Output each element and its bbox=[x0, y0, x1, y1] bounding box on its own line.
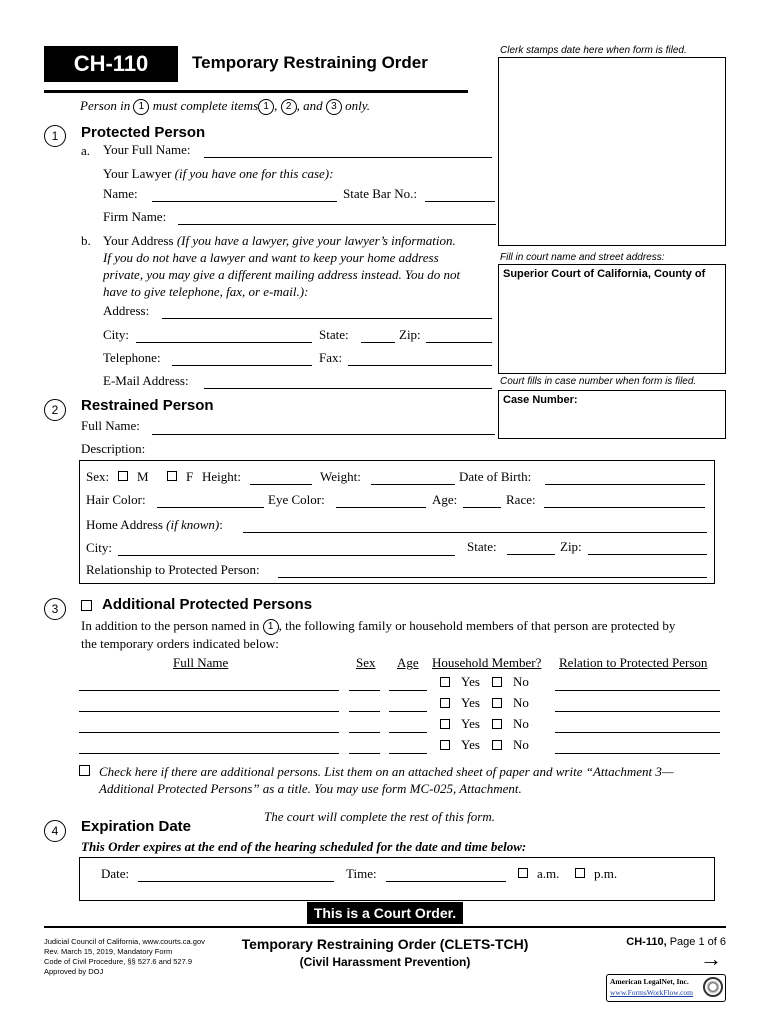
household-yes-checkbox[interactable] bbox=[440, 719, 450, 729]
intro-post: , the following family or household members of that person are protected by bbox=[278, 618, 676, 633]
form-id-badge: CH-110 bbox=[44, 46, 178, 82]
restrained-city-field[interactable] bbox=[118, 555, 455, 556]
address-label: Address: bbox=[103, 303, 150, 318]
publisher-url[interactable]: www.FormsWorkFlow.com bbox=[610, 988, 694, 997]
home-address-field[interactable] bbox=[243, 532, 707, 533]
height-label: Height: bbox=[202, 469, 241, 484]
footer-page-number: Page 1 of 6 bbox=[669, 936, 726, 948]
address-note-1: (If you have a lawyer, give your lawyer’s information. bbox=[176, 233, 456, 248]
your-full-name-label: Your Full Name: bbox=[103, 142, 191, 157]
additional-persons-checkbox[interactable] bbox=[81, 600, 92, 611]
weight-field[interactable] bbox=[371, 484, 455, 485]
city-field[interactable] bbox=[136, 342, 312, 343]
court-order-banner: This is a Court Order. bbox=[307, 902, 463, 924]
person-sex-field[interactable] bbox=[349, 732, 380, 733]
household-no-checkbox[interactable] bbox=[492, 719, 502, 729]
age-label: Age: bbox=[432, 492, 458, 507]
court-name-label: Superior Court of California, County of bbox=[503, 268, 706, 280]
household-yes-label: Yes bbox=[461, 737, 480, 752]
person-name-field[interactable] bbox=[79, 753, 339, 754]
household-no-checkbox[interactable] bbox=[492, 677, 502, 687]
description-label: Description: bbox=[81, 441, 146, 456]
household-yes-checkbox[interactable] bbox=[440, 740, 450, 750]
telephone-label: Telephone: bbox=[103, 350, 161, 365]
expiration-date-field[interactable] bbox=[138, 881, 334, 882]
home-address-line bbox=[86, 517, 223, 533]
footer-line-4: Approved by DOJ bbox=[44, 967, 104, 976]
col-relation: Relation to Protected Person bbox=[559, 655, 708, 670]
household-no-checkbox[interactable] bbox=[492, 698, 502, 708]
more-persons-checkbox[interactable] bbox=[79, 765, 90, 776]
sex-m-checkbox[interactable] bbox=[118, 471, 128, 481]
address-field[interactable] bbox=[162, 318, 492, 319]
footer-form-ref: CH-110, bbox=[626, 936, 667, 948]
your-lawyer-note: (if you have one for this case): bbox=[174, 166, 334, 181]
section-1-number: 1 bbox=[44, 125, 66, 147]
instruction-comma: , bbox=[274, 98, 278, 113]
fax-field[interactable] bbox=[348, 365, 492, 366]
state-bar-field[interactable] bbox=[425, 201, 495, 202]
intro-line-2: the temporary orders indicated below: bbox=[81, 636, 279, 652]
col-sex: Sex bbox=[356, 655, 376, 670]
your-lawyer-label: Your Lawyer bbox=[103, 166, 172, 181]
email-field[interactable] bbox=[204, 388, 492, 389]
race-field[interactable] bbox=[544, 507, 705, 508]
firm-name-field[interactable] bbox=[178, 224, 496, 225]
household-no-label: No bbox=[513, 716, 529, 731]
zip-label: Zip: bbox=[399, 327, 421, 342]
lawyer-name-label: Name: bbox=[103, 186, 138, 201]
more-persons-line-1: Check here if there are additional persons. List them on an attached sheet of paper and write “Attachment 3— bbox=[99, 764, 674, 779]
hair-color-label: Hair Color: bbox=[86, 492, 146, 507]
expiration-time-label: Time: bbox=[346, 866, 377, 881]
telephone-field[interactable] bbox=[172, 365, 312, 366]
footer-left bbox=[44, 937, 205, 977]
footer-title: Temporary Restraining Order (CLETS-TCH) bbox=[241, 936, 529, 952]
sex-f-checkbox[interactable] bbox=[167, 471, 177, 481]
person-relation-field[interactable] bbox=[555, 690, 720, 691]
expiration-date-label: Date: bbox=[101, 866, 130, 881]
section-3-title: Additional Protected Persons bbox=[102, 596, 313, 613]
am-checkbox[interactable] bbox=[518, 868, 528, 878]
pm-checkbox[interactable] bbox=[575, 868, 585, 878]
person-age-field[interactable] bbox=[389, 753, 427, 754]
footer-line-2: Rev. March 15, 2019, Mandatory Form bbox=[44, 947, 173, 956]
hair-color-field[interactable] bbox=[157, 507, 264, 508]
court-complete-note: The court will complete the rest of this form. bbox=[264, 809, 495, 824]
state-field[interactable] bbox=[361, 342, 395, 343]
publisher-name: American LegalNet, Inc. bbox=[610, 977, 689, 986]
height-field[interactable] bbox=[250, 484, 312, 485]
instruction-line bbox=[80, 98, 370, 115]
section-2-number: 2 bbox=[44, 399, 66, 421]
person-sex-field[interactable] bbox=[349, 711, 380, 712]
person-name-field[interactable] bbox=[79, 690, 339, 691]
person-age-field[interactable] bbox=[389, 690, 427, 691]
restrained-city-label: City: bbox=[86, 540, 113, 555]
restrained-state-label: State: bbox=[467, 539, 497, 554]
intro-pre: In addition to the person named in bbox=[81, 618, 260, 633]
household-yes-label: Yes bbox=[461, 695, 480, 710]
race-label: Race: bbox=[506, 492, 536, 507]
col-age: Age bbox=[397, 655, 419, 670]
your-address-block bbox=[103, 232, 498, 300]
person-sex-field[interactable] bbox=[349, 690, 380, 691]
sex-m-label: M bbox=[137, 469, 149, 484]
item-circle-2: 2 bbox=[281, 99, 297, 115]
person-relation-field[interactable] bbox=[555, 753, 720, 754]
section-3-intro bbox=[81, 617, 675, 652]
firm-name-label: Firm Name: bbox=[103, 209, 167, 224]
restrained-full-name-field[interactable] bbox=[152, 434, 495, 435]
clerk-stamp-box bbox=[498, 57, 726, 246]
your-address-label: Your Address bbox=[103, 233, 174, 248]
item-circle-3: 3 bbox=[326, 99, 342, 115]
court-fill-note: Fill in court name and street address: bbox=[500, 252, 665, 263]
instruction-end: only. bbox=[345, 98, 371, 113]
case-number-note: Court fills in case number when form is filed. bbox=[500, 376, 697, 387]
dob-field[interactable] bbox=[545, 484, 705, 485]
restrained-zip-field[interactable] bbox=[588, 554, 707, 555]
section-3-number: 3 bbox=[44, 598, 66, 620]
household-no-label: No bbox=[513, 737, 529, 752]
dob-label: Date of Birth: bbox=[459, 469, 532, 484]
city-label: City: bbox=[103, 327, 130, 342]
household-no-label: No bbox=[513, 674, 529, 689]
address-note-4: have to give telephone, fax, or e-mail.): bbox=[103, 284, 309, 299]
section-4-title: Expiration Date bbox=[81, 818, 192, 835]
household-yes-label: Yes bbox=[461, 716, 480, 731]
case-number-label: Case Number: bbox=[503, 394, 578, 406]
home-address-colon: : bbox=[219, 517, 223, 532]
item-circle-1: 1 bbox=[133, 99, 149, 115]
pm-label: p.m. bbox=[594, 866, 618, 881]
person-age-field[interactable] bbox=[389, 732, 427, 733]
expiration-note: This Order expires at the end of the hearing scheduled for the date and time below: bbox=[81, 839, 527, 854]
next-page-arrow-icon[interactable]: → bbox=[700, 946, 722, 971]
court-name-box[interactable] bbox=[498, 264, 726, 374]
more-persons-text bbox=[99, 763, 673, 797]
person-age-field[interactable] bbox=[389, 711, 427, 712]
fax-label: Fax: bbox=[319, 350, 343, 365]
weight-label: Weight: bbox=[320, 469, 361, 484]
home-address-note: (if known) bbox=[166, 517, 220, 532]
restrained-zip-label: Zip: bbox=[560, 539, 582, 554]
sex-f-label: F bbox=[186, 469, 194, 484]
item-circle-1b: 1 bbox=[258, 99, 274, 115]
state-label: State: bbox=[319, 327, 349, 342]
restrained-full-name-label: Full Name: bbox=[81, 418, 140, 433]
section-1-title: Protected Person bbox=[81, 124, 206, 141]
relationship-label: Relationship to Protected Person: bbox=[86, 562, 260, 577]
restrained-state-field[interactable] bbox=[507, 554, 555, 555]
person-relation-field[interactable] bbox=[555, 732, 720, 733]
household-yes-checkbox[interactable] bbox=[440, 677, 450, 687]
footer-subtitle: (Civil Harassment Prevention) bbox=[299, 955, 471, 969]
household-yes-label: Yes bbox=[461, 674, 480, 689]
publisher-logo-icon bbox=[703, 977, 723, 997]
relationship-field[interactable] bbox=[278, 577, 707, 578]
person-name-field[interactable] bbox=[79, 711, 339, 712]
item-b-letter: b. bbox=[81, 233, 91, 248]
person-name-field[interactable] bbox=[79, 732, 339, 733]
item-a-letter: a. bbox=[81, 143, 91, 158]
more-persons-line-2: Additional Protected Persons” as a title. You may use form MC-025, Attachment. bbox=[99, 781, 522, 796]
instruction-prefix: Person in bbox=[80, 98, 131, 113]
email-label: E-Mail Address: bbox=[103, 373, 189, 388]
address-note-2: If you do not have a lawyer and want to keep your home address bbox=[103, 250, 439, 265]
your-full-name-field[interactable] bbox=[204, 157, 492, 158]
form-title: Temporary Restraining Order bbox=[192, 53, 428, 72]
age-field[interactable] bbox=[463, 507, 501, 508]
clerk-stamp-note: Clerk stamps date here when form is filed. bbox=[500, 45, 687, 56]
instruction-and: , and bbox=[296, 98, 323, 113]
section-2-title: Restrained Person bbox=[81, 397, 214, 414]
address-note-3: private, you may give a different mailing address instead. You do not bbox=[103, 267, 461, 282]
expiration-box bbox=[79, 857, 715, 901]
footer-line-3: Code of Civil Procedure, §§ 527.6 and 527.9 bbox=[44, 957, 193, 966]
household-no-checkbox[interactable] bbox=[492, 740, 502, 750]
state-bar-label: State Bar No.: bbox=[343, 186, 418, 201]
footer-line-1: Judicial Council of California, www.courts.ca.gov bbox=[44, 937, 205, 946]
am-label: a.m. bbox=[537, 866, 560, 881]
home-address-label: Home Address bbox=[86, 517, 163, 532]
person-sex-field[interactable] bbox=[349, 753, 380, 754]
household-no-label: No bbox=[513, 695, 529, 710]
col-full-name: Full Name bbox=[173, 655, 229, 670]
intro-circle-1: 1 bbox=[263, 619, 279, 635]
zip-field[interactable] bbox=[426, 342, 492, 343]
instruction-mid: must complete items bbox=[152, 98, 259, 113]
col-household: Household Member? bbox=[432, 655, 542, 670]
your-lawyer-line bbox=[103, 166, 333, 182]
expiration-time-field[interactable] bbox=[386, 881, 506, 882]
section-4-number: 4 bbox=[44, 820, 66, 842]
eye-color-field[interactable] bbox=[336, 507, 426, 508]
header-rule bbox=[44, 90, 468, 93]
footer-rule bbox=[44, 926, 726, 928]
person-relation-field[interactable] bbox=[555, 711, 720, 712]
household-yes-checkbox[interactable] bbox=[440, 698, 450, 708]
eye-color-label: Eye Color: bbox=[268, 492, 325, 507]
sex-label: Sex: bbox=[86, 469, 110, 484]
lawyer-name-field[interactable] bbox=[152, 201, 337, 202]
